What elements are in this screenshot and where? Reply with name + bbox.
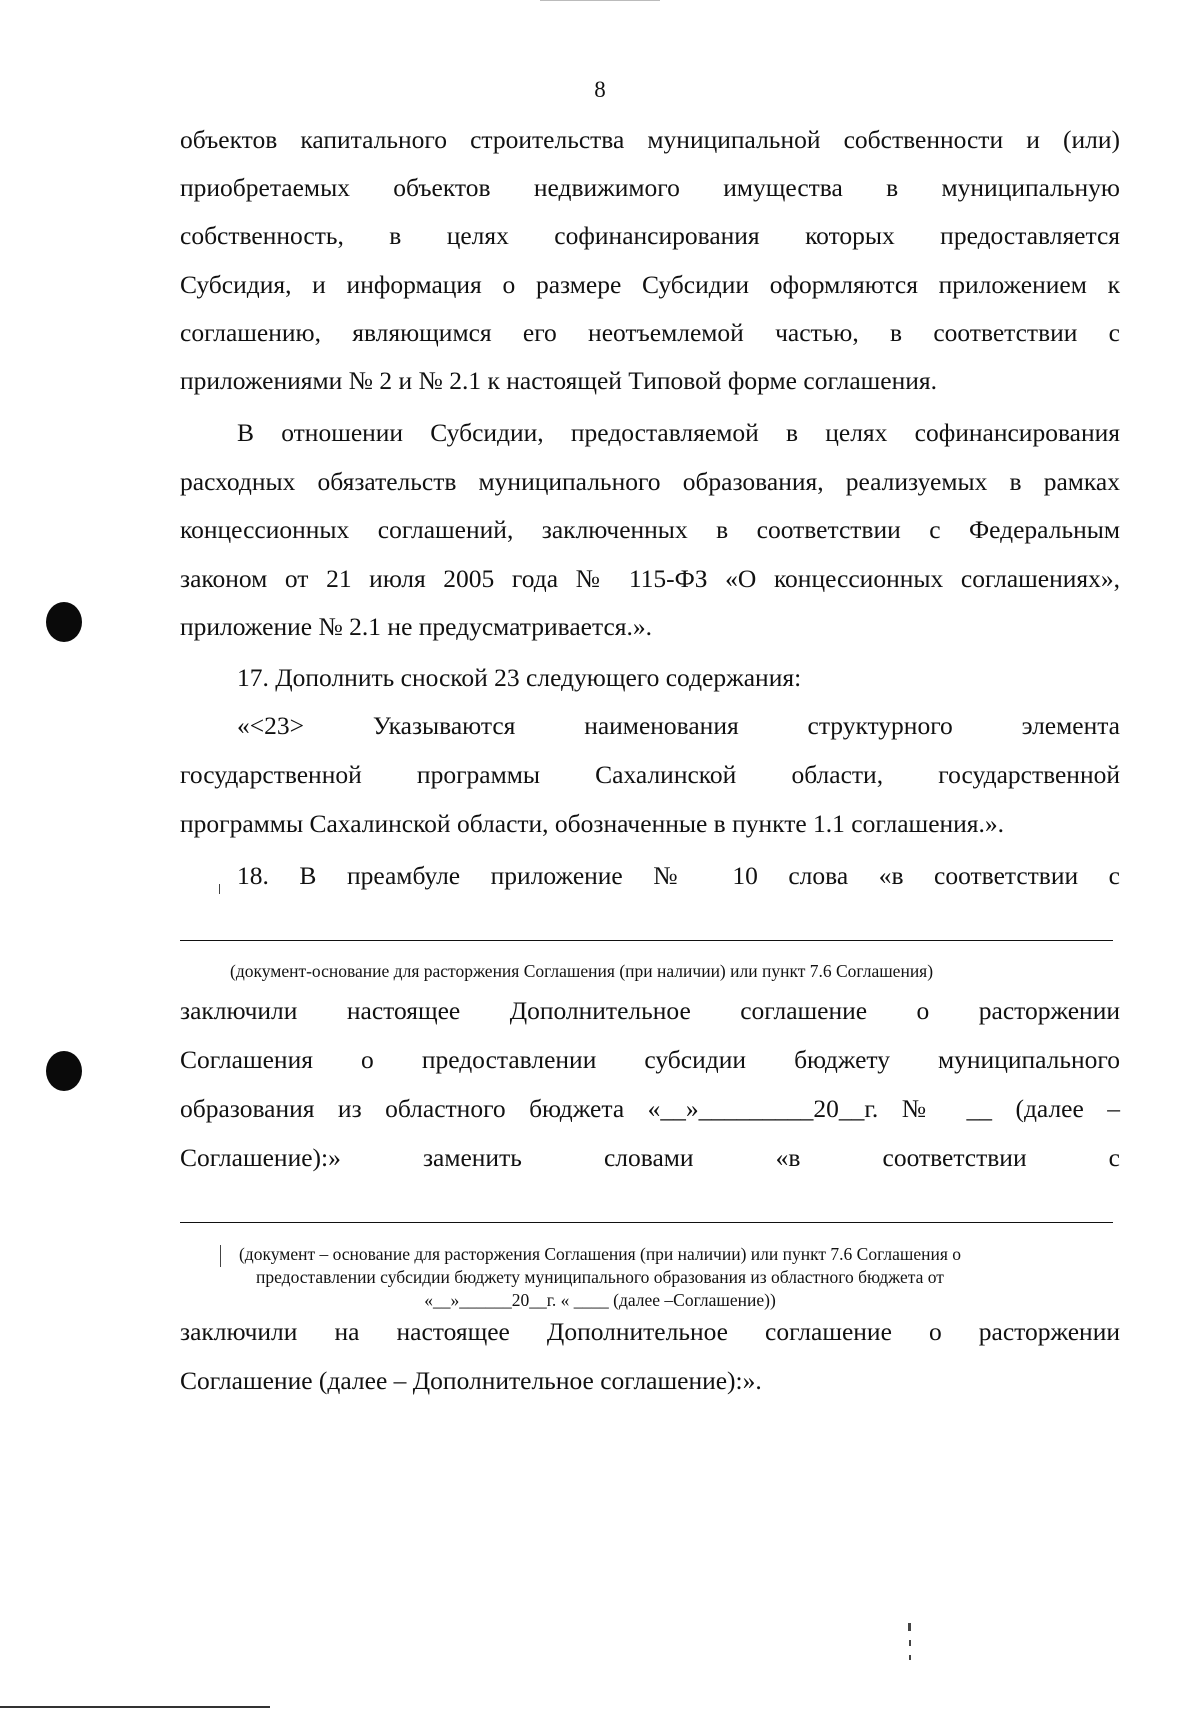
footnote-23-line-2: государственной программы Сахалинской области, государственной xyxy=(180,760,1120,789)
scan-artifact-top xyxy=(540,0,660,1)
blank-fill-rule-1 xyxy=(180,940,1113,941)
scan-speck-2 xyxy=(909,1640,911,1646)
paragraph-1-line-1: объектов капитального строительства муниципальной собственности и (или) xyxy=(180,125,1120,154)
paragraph-1-line-6: приложениями № 2 и № 2.1 к настоящей Типовой форме соглашения. xyxy=(180,366,938,395)
block-2-line-1: заключили на настоящее Дополнительное соглашение о расторжении xyxy=(180,1317,1120,1346)
item-17-line: 17. Дополнить сноской 23 следующего содержания: xyxy=(237,663,802,692)
scan-speck-1 xyxy=(908,1623,911,1631)
footnote-23-line-3: программы Сахалинской области, обозначенные в пункте 1.1 соглашения.». xyxy=(180,809,1005,838)
punch-hole-mark-lower xyxy=(46,1051,82,1091)
block-1-line-2: Соглашения о предоставлении субсидии бюджету муниципального xyxy=(180,1045,1120,1074)
paragraph-1-line-3: собственность, в целях софинансирования которых предоставляется xyxy=(180,221,1120,250)
paragraph-2-line-3: концессионных соглашений, заключенных в соответствии с Федеральным xyxy=(180,515,1120,544)
paragraph-1-line-5: соглашению, являющимся его неотъемлемой частью, в соответствии с xyxy=(180,318,1120,347)
paragraph-2-line-2: расходных обязательств муниципального образования, реализуемых в рамках xyxy=(180,467,1120,496)
block-2-line-2: Соглашение (далее – Дополнительное соглашение):». xyxy=(180,1366,762,1395)
item-18-line: 18. В преамбуле приложение № 10 слова «в соответствии с xyxy=(237,861,1120,890)
caption-2-line-3: «__»______20__г. « ____ (далее –Соглашение)) xyxy=(424,1290,776,1310)
scan-edge-bottom xyxy=(0,1706,270,1708)
paragraph-2-line-1: В отношении Субсидии, предоставляемой в целях софинансирования xyxy=(237,418,1120,447)
paragraph-2-line-5: приложение № 2.1 не предусматривается.». xyxy=(180,612,652,641)
paragraph-1-line-4: Субсидия, и информация о размере Субсидии оформляются приложением к xyxy=(180,270,1120,299)
block-1-line-3: образования из областного бюджета «__»_________20__г. № __ (далее – xyxy=(180,1094,1120,1123)
caption-2-line-1: (документ – основание для расторжения Соглашения (при наличии) или пункт 7.6 Соглашения о xyxy=(238,1244,962,1264)
paragraph-2-line-4: законом от 21 июля 2005 года № 115-ФЗ «О концессионных соглашениях», xyxy=(180,564,1120,593)
page-number: 8 xyxy=(594,77,606,102)
scan-speck-4 xyxy=(219,884,220,894)
paragraph-1-line-2: приобретаемых объектов недвижимого имущества в муниципальную xyxy=(180,173,1120,202)
caption-1: (документ-основание для расторжения Соглашения (при наличии) или пункт 7.6 Соглашения) xyxy=(230,961,934,981)
punch-hole-mark-upper xyxy=(46,602,82,642)
block-1-line-1: заключили настоящее Дополнительное соглашение о расторжении xyxy=(180,996,1120,1025)
scan-speck-5 xyxy=(220,1245,221,1267)
scan-speck-3 xyxy=(909,1655,911,1660)
footnote-23-line-1: «<23> Указываются наименования структурного элемента xyxy=(237,711,1120,740)
blank-fill-rule-2 xyxy=(180,1222,1113,1223)
caption-2-line-2: предоставлении субсидии бюджету муниципального образования из областного бюджета от xyxy=(256,1267,944,1287)
block-1-line-4: Соглашение):» заменить словами «в соответствии с xyxy=(180,1143,1120,1172)
